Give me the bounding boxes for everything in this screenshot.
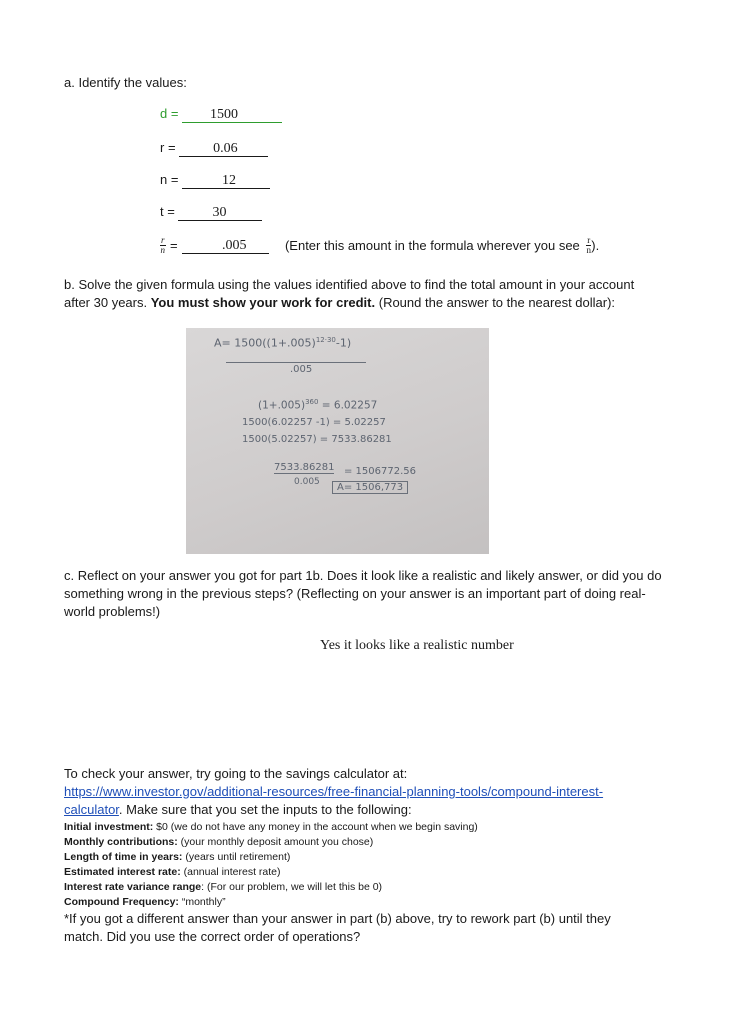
check-link-line-2 <box>64 801 412 819</box>
part-c-line-3: world problems!) <box>64 604 161 619</box>
show-work-emphasis: You must show your work for credit. <box>150 295 376 310</box>
input-item-frequency: Compound Frequency: “monthly” <box>64 896 226 908</box>
part-c-line-1: c. Reflect on your answer you got for part 1b. Does it look like a realistic and likely answer, or did you do <box>64 568 662 583</box>
rn-note-end: ). <box>591 238 600 253</box>
closing-line-1: *If you got a different answer than your answer in part (b) above, try to rework part (b) until they <box>64 911 611 926</box>
input-item-monthly: Monthly contributions: (your monthly deposit amount you chose) <box>64 836 374 848</box>
part-c-line-2: something wrong in the previous steps? (Reflecting on your answer is an important part of doing real- <box>64 586 646 601</box>
fraction-bar <box>226 362 366 363</box>
check-intro: To check your answer, try going to the savings calculator at: <box>64 766 408 781</box>
n-row <box>160 171 270 189</box>
final-answer-box: A= 1506,773 <box>332 481 408 494</box>
work-line-2: .005 <box>290 364 313 375</box>
rn-note: (Enter this amount in the formula wherever you see <box>284 238 580 253</box>
work-line-4: 1500(6.02257 -1) = 5.02257 <box>242 417 386 428</box>
d-label: d = <box>160 106 183 121</box>
rn-row: $\frac{r}{n}$ = .005 (Enter this amount in the formula wherever you see $\frac{r}{n}$ ). <box>160 235 600 255</box>
n-value[interactable]: 12 <box>182 173 270 189</box>
handwritten-work-photo: $A= 1500((1+.005)^{12\cdot 30}-1)$ .005 $(1+.005)^{360} = 6.02257$ 1500(6.02257 -1) = 5.02257 1500(5.02257) = 7533.86281 7533.86281 = 1506772.56 0.005 A= 1506,773 <box>186 328 489 554</box>
r-over-n-fraction: $\frac{r}{n}$ <box>160 235 165 255</box>
check-link-line-1 <box>64 783 603 801</box>
t-value[interactable]: 30 <box>178 205 262 221</box>
check-after-link: . Make sure that you set the inputs to the following: <box>118 802 412 817</box>
work-line-3: (1+.005) <box>258 399 306 412</box>
calculator-link-cont[interactable]: calculator <box>64 802 119 817</box>
work-line-1: A= 1500((1+.005) <box>214 336 316 350</box>
closing-line-2: match. Did you use the correct order of operations? <box>64 929 361 944</box>
work-line-7: 0.005 <box>294 477 320 487</box>
d-value[interactable]: 1500 <box>182 107 282 123</box>
d-row <box>160 105 282 123</box>
part-b-line-2: after 30 years. You must show your work for credit. (Round the answer to the nearest dollar): <box>64 295 616 310</box>
r-value[interactable]: 0.06 <box>179 141 268 157</box>
rn-value[interactable]: .005 <box>182 238 269 254</box>
work-line-6: 7533.86281 <box>274 462 335 473</box>
r-over-n-fraction-small: $\frac{r}{n}$ <box>586 235 591 255</box>
part-a-heading: a. Identify the values: <box>64 75 187 90</box>
input-item-rate: Estimated interest rate: (annual interest rate) <box>64 866 281 878</box>
t-label: t = <box>160 204 179 219</box>
input-item-variance: Interest rate variance range: (For our problem, we will let this be 0) <box>64 881 383 893</box>
r-row <box>160 139 268 157</box>
input-item-initial: Initial investment: $0 (we do not have any money in the account when we begin saving) <box>64 821 478 833</box>
r-label: r = <box>160 140 180 155</box>
work-line-5: 1500(5.02257) = 7533.86281 <box>242 434 392 445</box>
calculator-link[interactable]: https://www.investor.gov/additional-resources/free-financial-planning-tools/compound-interest- <box>64 784 604 799</box>
input-item-length: Length of time in years: (years until retirement) <box>64 851 291 863</box>
work-line-6-result: = 1506772.56 <box>344 466 416 477</box>
part-b-line-1: b. Solve the given formula using the values identified above to find the total amount in your account <box>64 277 635 292</box>
t-row <box>160 203 262 221</box>
n-label: n = <box>160 172 183 187</box>
part-c-answer[interactable]: Yes it looks like a realistic number <box>320 638 514 653</box>
